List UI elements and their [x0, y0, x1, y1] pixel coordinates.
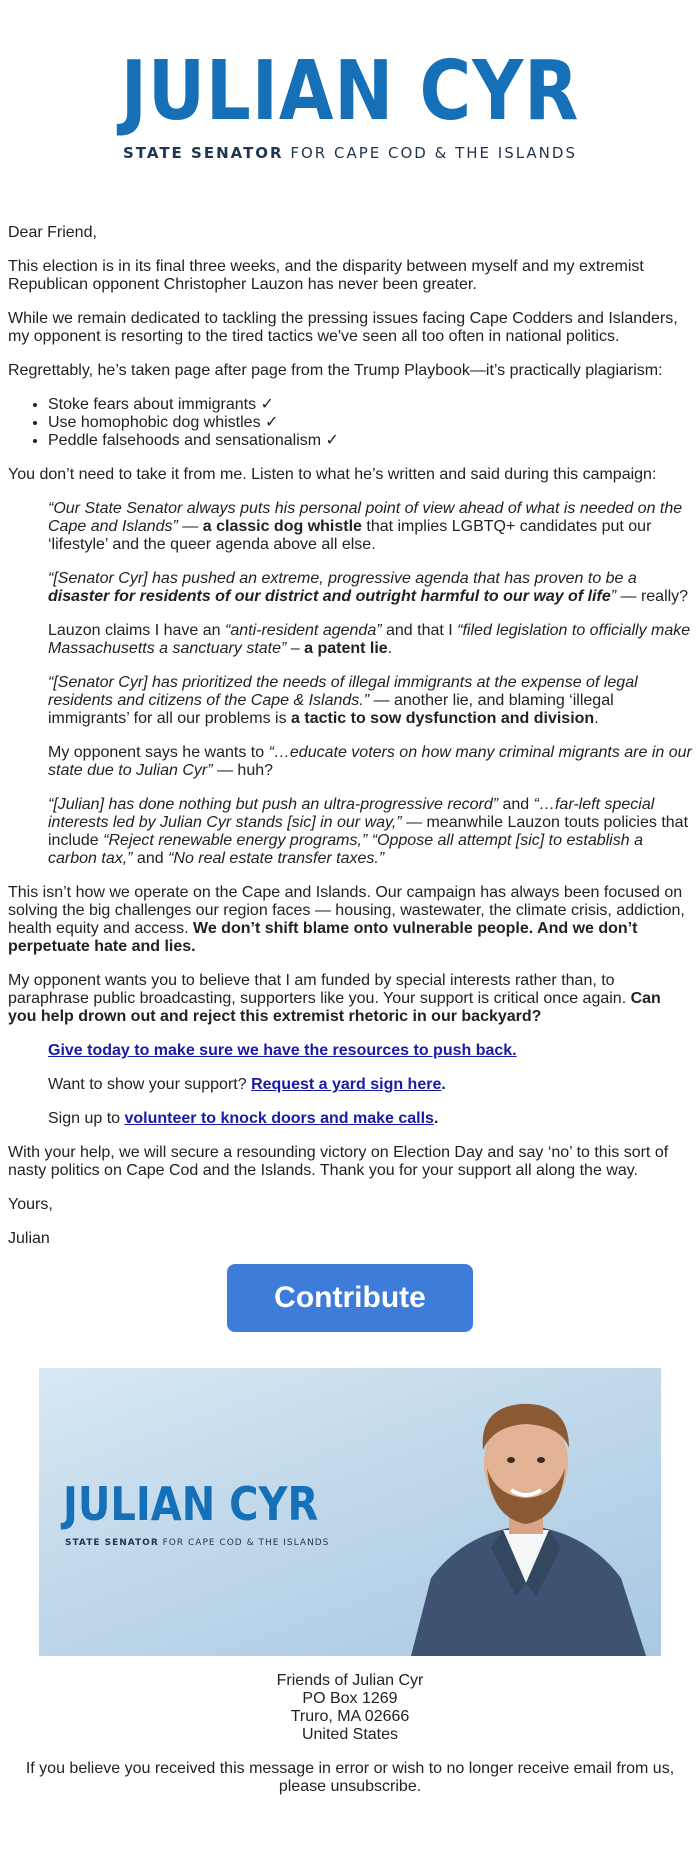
quote-2-bold: disaster for residents of our district and outright harmful to our way of life	[48, 588, 611, 605]
quote-5-rest: — huh?	[212, 762, 274, 779]
candidate-portrait	[391, 1368, 661, 1656]
org-name: Friends of Julian Cyr	[276, 1672, 424, 1689]
quote-1	[48, 500, 692, 554]
paragraph-6-text: My opponent wants you to believe that I am funded by special interests rather than, to paraphrase public broadcasting, supporters like you. Your support is critical once again.	[8, 972, 631, 1007]
give-line	[48, 1042, 692, 1060]
paragraph-5	[8, 884, 692, 956]
quote-4	[48, 674, 692, 728]
list-item: • Peddle falsehoods and sensationalism ✓	[48, 432, 692, 450]
quote-4-rest: — another lie, and blaming ‘illegal immigrants’ for all our problems is	[48, 692, 614, 727]
paragraph-2: While we remain dedicated to tackling the pressing issues facing Cape Codders and Islanders, my opponent is resorting to the tired tactics we've seen all too often in national politics.	[8, 310, 678, 345]
quote-3-end: .	[387, 640, 393, 657]
closing: Yours,	[8, 1196, 53, 1213]
paragraph-7: With your help, we will secure a resounding victory on Election Day and say ‘no’ to this sort of nasty politics on Cape Cod and the Islands. Thank you for your support all along the way.	[8, 1144, 669, 1179]
quote-3-i1: “anti-resident agenda”	[225, 622, 382, 639]
quote-1-text: “Our State Senator always puts his personal point of view ahead of what is needed on the Cape and Islands”	[48, 500, 683, 535]
quote-6-a: and	[498, 796, 534, 813]
quote-6-i4: “No real estate transfer taxes.”	[168, 850, 385, 867]
quote-3-c: –	[286, 640, 305, 657]
signature: Julian	[8, 1230, 50, 1247]
quote-5	[48, 744, 692, 780]
volunteer-line	[48, 1110, 692, 1128]
quote-1-bold: a classic dog whistle	[202, 518, 362, 535]
city-state: Truro, MA 02666	[290, 1708, 410, 1725]
quote-3-a: Lauzon claims I have an	[48, 622, 225, 639]
quote-2-rest: — really?	[616, 588, 689, 605]
paragraph-1: This election is in its final three weeks, and the disparity between myself and my extremist Republican opponent Christopher Lauzon has never been greater.	[8, 258, 644, 293]
quote-4-end: .	[594, 710, 599, 727]
quote-5-text: “…educate voters on how many criminal migrants are in our state due to Julian Cyr”	[48, 744, 692, 779]
contribute-button[interactable]: Contribute	[227, 1264, 473, 1332]
unsubscribe-text[interactable]: If you believe you received this message in error or wish to no longer receive email from us, please unsubscribe.	[25, 1760, 675, 1795]
quote-6	[48, 796, 692, 868]
email-footer	[0, 1672, 700, 1796]
brand-logo-name: JULIAN CYR	[120, 44, 580, 139]
quote-1-rest: that implies LGBTQ+ candidates put our ‘lifestyle’ and the queer agenda above all else.	[48, 518, 652, 553]
list-item: • Use homophobic dog whistles ✓	[48, 414, 692, 432]
quote-3-bold: a patent lie	[304, 640, 388, 657]
quote-3-b: and that I	[381, 622, 458, 639]
yard-sign-prefix: Want to show your support?	[48, 1076, 252, 1093]
quote-3-i2: “filed legislation to officially make Massachusetts a sanctuary state”	[48, 622, 691, 657]
brand-logo-subtitle	[0, 144, 700, 162]
yard-sign-line	[48, 1076, 692, 1094]
banner-logo-name: JULIAN CYR	[63, 1477, 319, 1531]
brand-title-rest: FOR CAPE COD & THE ISLANDS	[283, 144, 577, 162]
volunteer-link[interactable]: volunteer to knock doors and make calls	[124, 1110, 434, 1127]
quote-6-b: — meanwhile Lauzon touts policies that include	[48, 814, 689, 849]
quote-3	[48, 622, 692, 658]
list-item: • Stoke fears about immigrants ✓	[48, 396, 692, 414]
brand-title-bold: STATE SENATOR	[123, 144, 284, 162]
email-header	[0, 0, 700, 172]
candidate-banner[interactable]	[39, 1368, 661, 1656]
volunteer-period: .	[433, 1110, 439, 1127]
quote-1-dash: —	[177, 518, 203, 535]
country: United States	[301, 1726, 399, 1743]
yard-sign-period: .	[441, 1076, 446, 1093]
action-links	[8, 1042, 692, 1128]
give-today-link[interactable]: Give today to make sure we have the resources to push back.	[48, 1042, 517, 1059]
quote-2-end: ”	[610, 588, 617, 605]
quote-6-c: and	[132, 850, 169, 867]
paragraph-5-bold: We don’t shift blame onto vulnerable people. And we don’t perpetuate hate and lies.	[8, 920, 638, 955]
greeting: Dear Friend,	[8, 224, 97, 241]
playbook-list	[8, 396, 692, 450]
quote-4-text: “[Senator Cyr] has prioritized the needs of illegal immigrants at the expense of legal residents and citizens of the Cape & Islands.”	[48, 674, 638, 709]
quote-6-i3: “Reject renewable energy programs,” “Oppose all attempt [sic] to establish a carbon tax,”	[48, 832, 643, 867]
banner-title-bold: STATE SENATOR	[65, 1538, 159, 1548]
quote-6-i1: “[Julian] has done nothing but push an ultra-progressive record”	[48, 796, 499, 813]
quote-2	[48, 570, 692, 606]
quote-6-i2: “…far-left special interests led by Julian Cyr stands [sic] in our way,”	[48, 796, 655, 831]
quote-4-bold: a tactic to sow dysfunction and division	[291, 710, 595, 727]
paragraph-5-text: This isn’t how we operate on the Cape and Islands. Our campaign has always been focused on solving the big challenges our region faces — housing, wastewater, the climate crisis, addiction, health equity and access.	[8, 884, 685, 937]
paragraph-4: You don’t need to take it from me. Listen to what he’s written and said during this campaign:	[8, 466, 657, 483]
po-box: PO Box 1269	[302, 1690, 398, 1707]
paragraph-6	[8, 972, 692, 1026]
quote-5-a: My opponent says he wants to	[48, 744, 269, 761]
quote-2-text: “[Senator Cyr] has pushed an extreme, progressive agenda that has proven to be a	[48, 570, 637, 587]
yard-sign-link[interactable]: Request a yard sign here	[251, 1076, 442, 1093]
banner-logo-subtitle	[65, 1538, 329, 1548]
volunteer-prefix: Sign up to	[48, 1110, 125, 1127]
paragraph-3: Regrettably, he’s taken page after page from the Trump Playbook—it’s practically plagiarism:	[8, 362, 663, 379]
email-body	[0, 172, 700, 1248]
banner-title-rest: FOR CAPE COD & THE ISLANDS	[158, 1538, 330, 1548]
cta-wrapper	[0, 1264, 700, 1332]
mailing-address	[0, 1672, 700, 1744]
quotes-block	[8, 500, 692, 868]
paragraph-6-bold: Can you help drown out and reject this extremist rhetoric in our backyard?	[8, 990, 661, 1025]
